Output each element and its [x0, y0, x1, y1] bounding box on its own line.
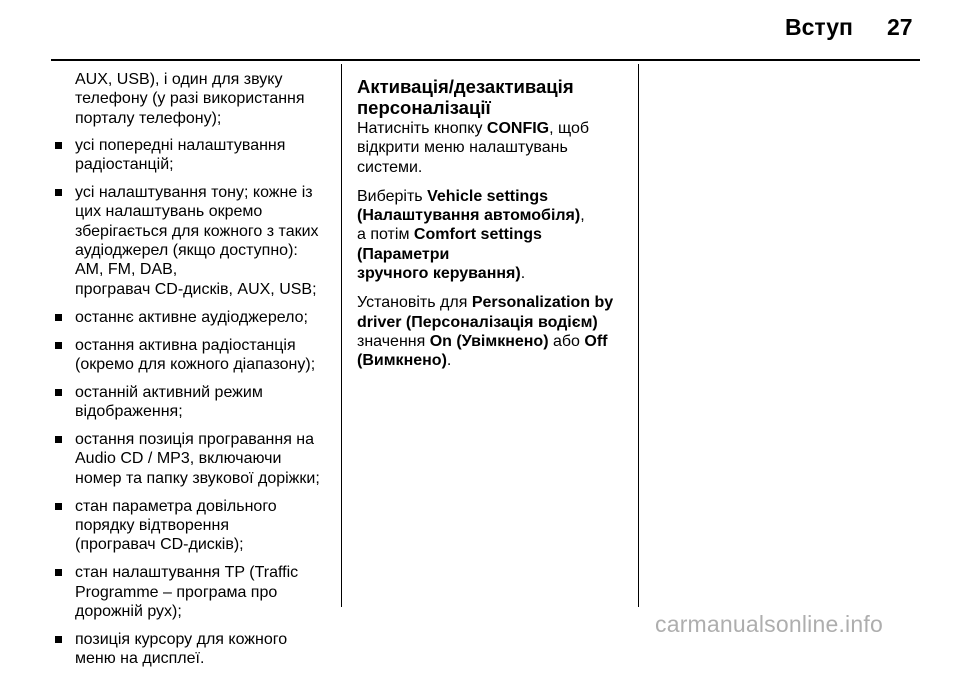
list-item: останнє активне аудіоджерело; [52, 308, 342, 327]
bullet-square-icon [55, 142, 62, 149]
list-item: остання позиція програвання на Audio CD / MP3, включаючи номер та папку звукової доріжки; [52, 430, 342, 488]
page-number: 27 [887, 14, 913, 40]
bullet-square-icon [55, 189, 62, 196]
vehicle-settings-label: Vehicle settings (Налаштування автомобіля) [357, 187, 581, 225]
bullet-square-icon [55, 389, 62, 396]
page-header-title: Вступ [785, 14, 853, 40]
list-item: остання активна радіостанція (окремо для кожного діапазону); [52, 336, 342, 375]
list-item: останній активний режим відображення; [52, 383, 342, 422]
on-option-label: On (Увімкнено) [429, 332, 549, 350]
paragraph-select-menu: Виберіть Vehicle settings (Налаштування автомобіля), а потім Comfort settings (Параметри зручного керування). [357, 187, 585, 283]
watermark: carmanualsonline.info [655, 611, 883, 637]
column-divider-right [638, 64, 639, 607]
paragraph-set-personalization: Установіть для Personalization by driver (Персоналізація водієм) значення On (Увімкнено) або Off (Вимкнено). [357, 294, 614, 370]
bullet-square-icon [55, 436, 62, 443]
continuation-paragraph: AUX, USB), і один для звуку телефону (у разі використання порталу телефону); [75, 71, 305, 127]
right-column [357, 76, 637, 381]
bullet-square-icon [55, 314, 62, 321]
list-item: стан налаштування TP (Traffic Programme – програма про дорожній рух); [52, 563, 342, 621]
list-item: стан параметра довільного порядку відтворення (програвач CD-дисків); [52, 497, 342, 555]
settings-list [52, 136, 342, 669]
off-option-label: Off (Вимкнено) [357, 332, 608, 370]
left-column [52, 70, 342, 677]
list-item: усі попередні налаштування радіостанцій; [52, 136, 342, 175]
comfort-settings-label: Comfort settings (Параметри зручного керування) [357, 226, 542, 283]
paragraph-open-config: Натисніть кнопку CONFIG, щоб відкрити меню налаштувань системи. [357, 120, 590, 176]
header-divider [51, 59, 920, 61]
bullet-square-icon [55, 569, 62, 576]
bullet-square-icon [55, 503, 62, 510]
personalization-label: Personalization by driver (Персоналізація водієм) [357, 294, 614, 331]
config-button-label: CONFIG [486, 120, 550, 137]
section-heading: Активація/дезактивація персоналізації [357, 76, 574, 118]
list-item: позиція курсору для кожного меню на дисплеї. [52, 630, 342, 669]
bullet-square-icon [55, 342, 62, 349]
list-item: усі налаштування тону; кожне із цих налаштувань окремо зберігається для кожного з таких аудіоджерел (якщо доступно): AM, FM, DAB, програвач CD-дисків, AUX, USB; [52, 183, 342, 299]
